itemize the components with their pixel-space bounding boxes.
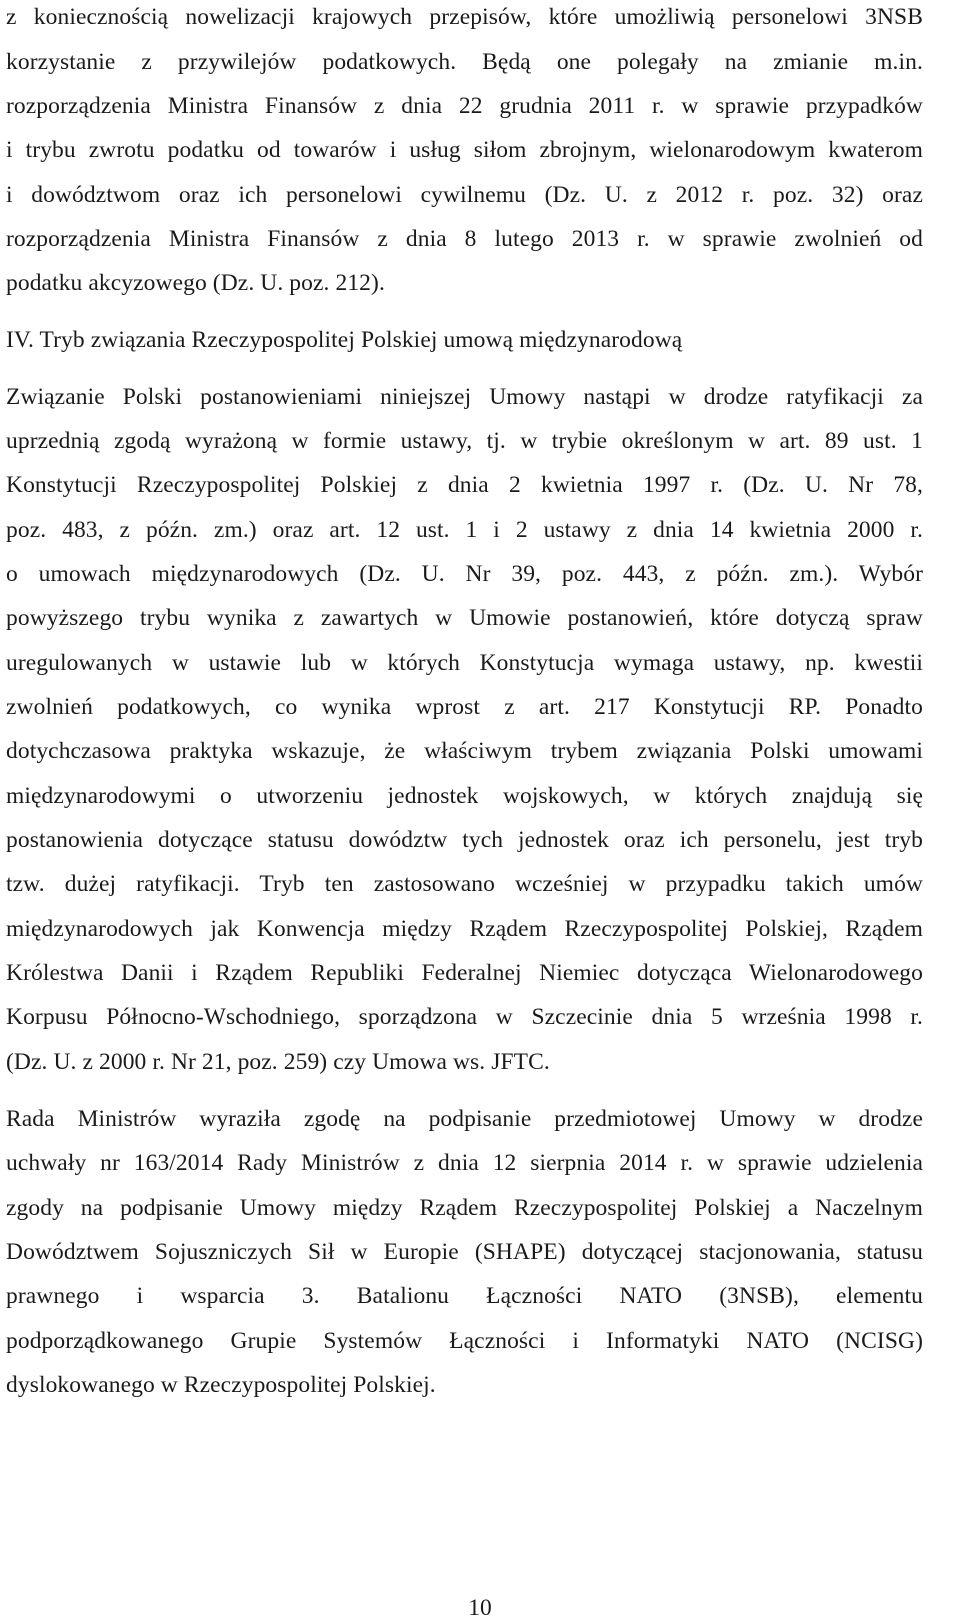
text-line: poz. 483, z późn. zm.) oraz art. 12 ust. 1 i 2 ustawy z dnia 14 kwietnia 2000 r. [6,517,923,543]
text-line: korzystanie z przywilejów podatkowych. Będą one polegały na zmianie m.in. [6,49,923,75]
text-line: Rada Ministrów wyraziła zgodę na podpisanie przedmiotowej Umowy w drodze [6,1106,923,1132]
text-line: zwolnień podatkowych, co wynika wprost z art. 217 Konstytucji RP. Ponadto [6,694,923,720]
text-line: i dowództwom oraz ich personelowi cywilnemu (Dz. U. z 2012 r. poz. 32) oraz [6,182,923,208]
text-line: Dowództwem Sojuszniczych Sił w Europie (SHAPE) dotyczącej stacjonowania, statusu [6,1239,923,1265]
text-line: Związanie Polski postanowieniami niniejszej Umowy nastąpi w drodze ratyfikacji za [6,384,923,410]
text-line: uregulowanych w ustawie lub w których Konstytucja wymaga ustawy, np. kwestii [6,650,923,676]
text-line: powyższego trybu wynika z zawartych w Umowie postanowień, które dotyczą spraw [6,605,923,631]
text-line: tzw. dużej ratyfikacji. Tryb ten zastosowano wcześniej w przypadku takich umów [6,871,923,897]
text-line: międzynarodowymi o utworzeniu jednostek wojskowych, w których znajdują się [6,783,923,809]
text-line: rozporządzenia Ministra Finansów z dnia 22 grudnia 2011 r. w sprawie przypadków [6,93,923,119]
text-line: uprzednią zgodą wyrażoną w formie ustawy, tj. w trybie określonym w art. 89 ust. 1 [6,428,923,454]
text-line: międzynarodowych jak Konwencja między Rządem Rzeczypospolitej Polskiej, Rządem [6,916,923,942]
section-heading: IV. Tryb związania Rzeczypospolitej Polskiej umową międzynarodową [6,327,683,353]
text-line: z koniecznością nowelizacji krajowych przepisów, które umożliwią personelowi 3NSB [6,4,923,30]
text-line: uchwały nr 163/2014 Rady Ministrów z dnia 12 sierpnia 2014 r. w sprawie udzielenia [6,1150,923,1176]
text-line: i trybu zwrotu podatku od towarów i usług siłom zbrojnym, wielonarodowym kwaterom [6,137,923,163]
text-line: Królestwa Danii i Rządem Republiki Federalnej Niemiec dotycząca Wielonarodowego [6,960,923,986]
text-line: postanowienia dotyczące statusu dowództw tych jednostek oraz ich personelu, jest tryb [6,827,923,853]
text-line: o umowach międzynarodowych (Dz. U. Nr 39, poz. 443, z późn. zm.). Wybór [6,561,923,587]
text-line: prawnego i wsparcia 3. Batalionu Łączności NATO (3NSB), elementu [6,1283,923,1309]
text-line: zgody na podpisanie Umowy między Rządem Rzeczypospolitej Polskiej a Naczelnym [6,1195,923,1221]
text-line: podatku akcyzowego (Dz. U. poz. 212). [6,270,385,296]
text-line: podporządkowanego Grupie Systemów Łączności i Informatyki NATO (NCISG) [6,1328,923,1354]
text-line: rozporządzenia Ministra Finansów z dnia 8 lutego 2013 r. w sprawie zwolnień od [6,226,923,252]
page-number: 10 [468,1595,492,1621]
text-line: Korpusu Północno-Wschodniego, sporządzona w Szczecinie dnia 5 września 1998 r. [6,1004,923,1030]
text-line: dotychczasowa praktyka wskazuje, że właściwym trybem związania Polski umowami [6,738,923,764]
text-line: (Dz. U. z 2000 r. Nr 21, poz. 259) czy Umowa ws. JFTC. [6,1049,550,1075]
text-line: Konstytucji Rzeczypospolitej Polskiej z dnia 2 kwietnia 1997 r. (Dz. U. Nr 78, [6,472,923,498]
text-line: dyslokowanego w Rzeczypospolitej Polskiej. [6,1372,436,1398]
